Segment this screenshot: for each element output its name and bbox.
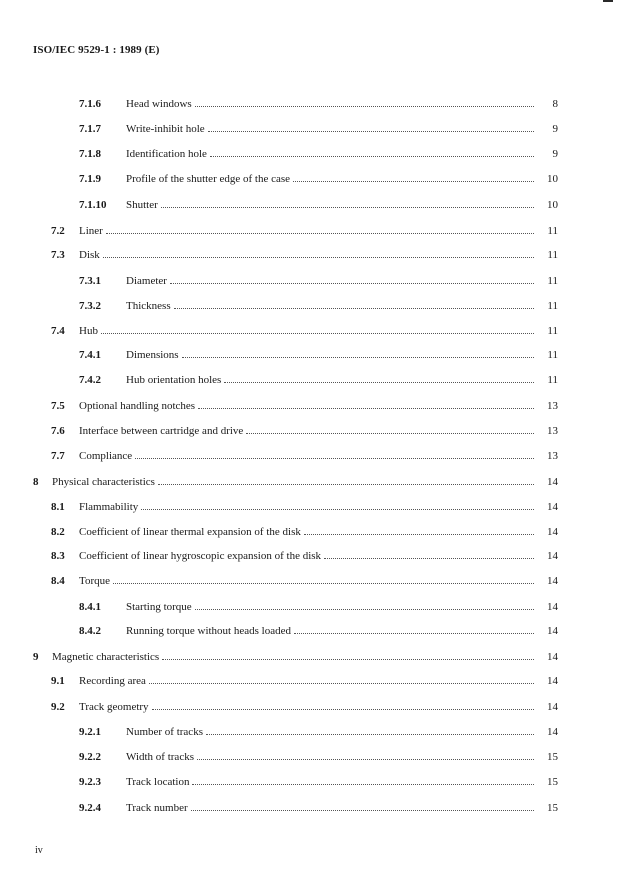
toc-entry: [0, 572, 619, 590]
toc-entry-page: 11: [547, 325, 558, 337]
toc-entry: [0, 120, 619, 138]
toc-leader-dots: [195, 95, 534, 107]
toc-entry-page: 15: [547, 802, 558, 814]
toc-entry-title-line: [126, 95, 534, 113]
toc-entry-number: 7.4: [51, 325, 65, 337]
toc-entry: [0, 297, 619, 315]
toc-entry-title: Identification hole: [126, 148, 207, 160]
toc-entry-title: Shutter: [126, 199, 158, 211]
toc-entry-number: 7.3.2: [79, 300, 101, 312]
toc-entry-title: Hub: [79, 325, 98, 337]
toc-entry: [0, 648, 619, 666]
toc-entry-number: 9.2.2: [79, 751, 101, 763]
toc-leader-dots: [206, 723, 534, 735]
toc-entry-page: 14: [547, 550, 558, 562]
toc-entry-title: Diameter: [126, 275, 167, 287]
toc-entry-page: 15: [547, 776, 558, 788]
toc-entry-title: Profile of the shutter edge of the case: [126, 173, 291, 185]
toc-entry: [0, 723, 619, 741]
toc-leader-dots: [170, 272, 534, 284]
toc-leader-dots: [304, 523, 534, 535]
toc-leader-dots: [101, 322, 534, 334]
toc-entry: [0, 272, 619, 290]
toc-entry-title-line: [126, 145, 534, 163]
toc-entry-title: Flammability: [79, 501, 139, 513]
toc-entry-title-line: [126, 773, 534, 791]
toc-entry: [0, 371, 619, 389]
toc-entry-title-line: [52, 648, 534, 666]
toc-entry-number: 9.2.1: [79, 726, 101, 738]
toc-entry: [0, 498, 619, 516]
toc-entry-number: 9.2: [51, 701, 65, 713]
toc-leader-dots: [135, 447, 534, 459]
toc-entry-number: 7.3: [51, 249, 65, 261]
toc-entry-number: 7.1.6: [79, 98, 101, 110]
toc-entry: [0, 598, 619, 616]
toc-entry-page: 14: [547, 625, 558, 637]
toc-entry-page: 14: [547, 675, 558, 687]
toc-entry-title: Compliance: [79, 450, 133, 462]
toc-entry-number: 8.1: [51, 501, 65, 513]
toc-entry-title-line: [79, 422, 534, 440]
toc-leader-dots: [103, 246, 534, 258]
toc-leader-dots: [208, 120, 534, 132]
toc-leader-dots: [113, 572, 534, 584]
toc-entry-number: 7.3.1: [79, 275, 101, 287]
toc-entry-title-line: [126, 748, 534, 766]
toc-leader-dots: [174, 297, 534, 309]
toc-entry-title-line: [79, 246, 534, 264]
toc-entry-title-line: [126, 622, 534, 640]
toc-entry-number: 7.6: [51, 425, 65, 437]
toc-entry-title-line: [79, 572, 534, 590]
toc-entry: [0, 170, 619, 188]
toc-entry-number: 7.4.1: [79, 349, 101, 361]
toc-entry-title-line: [126, 170, 534, 188]
toc-entry-title-line: [126, 272, 534, 290]
toc-entry-title-line: [126, 799, 534, 817]
toc-entry: [0, 95, 619, 113]
toc-entry-number: 8.4.2: [79, 625, 101, 637]
toc-entry-page: 8: [552, 98, 558, 110]
toc-entry-page: 14: [547, 651, 558, 663]
toc-entry: [0, 222, 619, 240]
toc-entry-number: 7.1.9: [79, 173, 101, 185]
toc-entry-title-line: [126, 196, 534, 214]
toc-entry-title: Magnetic characteristics: [52, 651, 160, 663]
toc-entry-title: Track location: [126, 776, 190, 788]
toc-entry: [0, 698, 619, 716]
toc-entry-number: 7.2: [51, 225, 65, 237]
toc-entry-number: 9: [33, 651, 39, 663]
toc-leader-dots: [210, 145, 534, 157]
toc-entry: [0, 748, 619, 766]
document-header: ISO/IEC 9529-1 : 1989 (E): [33, 44, 160, 56]
toc-entry-title: Track geometry: [79, 701, 149, 713]
toc-entry-page: 10: [547, 199, 558, 211]
toc-entry-title-line: [126, 346, 534, 364]
toc-entry-page: 9: [552, 123, 558, 135]
toc-entry-page: 14: [547, 575, 558, 587]
toc-entry-page: 14: [547, 526, 558, 538]
toc-entry-title-line: [52, 473, 534, 491]
toc-entry-number: 8.3: [51, 550, 65, 562]
toc-entry-title: Number of tracks: [126, 726, 203, 738]
toc-entry: [0, 799, 619, 817]
toc-entry-title: Hub orientation holes: [126, 374, 222, 386]
toc-entry-title: Recording area: [79, 675, 146, 687]
toc-leader-dots: [158, 473, 534, 485]
toc-entry-title: Width of tracks: [126, 751, 194, 763]
toc-leader-dots: [195, 598, 534, 610]
toc-entry-page: 14: [547, 601, 558, 613]
toc-entry-title-line: [126, 723, 534, 741]
toc-entry-number: 9.2.4: [79, 802, 101, 814]
toc-entry-title: Dimensions: [126, 349, 179, 361]
toc-leader-dots: [141, 498, 534, 510]
toc-entry-title-line: [79, 523, 534, 541]
toc-leader-dots: [192, 773, 534, 785]
toc-leader-dots: [161, 196, 534, 208]
toc-entry-title-line: [126, 371, 534, 389]
toc-entry-page: 11: [547, 349, 558, 361]
toc-entry-title-line: [126, 297, 534, 315]
toc-entry-page: 14: [547, 701, 558, 713]
toc-leader-dots: [198, 397, 534, 409]
toc-entry-title-line: [79, 447, 534, 465]
toc-entry-page: 9: [552, 148, 558, 160]
toc-entry-title-line: [79, 547, 534, 565]
toc-entry-page: 11: [547, 249, 558, 261]
toc-entry-title: Interface between cartridge and drive: [79, 425, 244, 437]
toc-entry-title: Head windows: [126, 98, 192, 110]
toc-entry-title: Disk: [79, 249, 100, 261]
toc-leader-dots: [152, 698, 534, 710]
toc-entry: [0, 346, 619, 364]
toc-entry: [0, 773, 619, 791]
toc-entry: [0, 422, 619, 440]
toc-entry-title: Coefficient of linear hygroscopic expansion of the disk: [79, 550, 322, 562]
page-number: iv: [35, 845, 43, 856]
toc-entry-title: Optional handling notches: [79, 400, 196, 412]
toc-entry-page: 14: [547, 726, 558, 738]
toc-leader-dots: [293, 170, 534, 182]
toc-entry: [0, 397, 619, 415]
toc-leader-dots: [324, 547, 534, 559]
toc-entry-title-line: [126, 120, 534, 138]
toc-entry-number: 7.4.2: [79, 374, 101, 386]
toc-entry-number: 8.4.1: [79, 601, 101, 613]
toc-leader-dots: [224, 371, 534, 383]
toc-entry-title-line: [79, 222, 534, 240]
toc-entry-page: 13: [547, 400, 558, 412]
toc-entry-page: 14: [547, 501, 558, 513]
toc-entry: [0, 473, 619, 491]
toc-entry-title-line: [79, 397, 534, 415]
toc-entry-page: 14: [547, 476, 558, 488]
toc-entry: [0, 447, 619, 465]
toc-entry-page: 11: [547, 225, 558, 237]
toc-leader-dots: [182, 346, 534, 358]
toc-entry-number: 7.1.10: [79, 199, 107, 211]
toc-entry-page: 13: [547, 450, 558, 462]
toc-entry-title: Thickness: [126, 300, 171, 312]
toc-entry: [0, 246, 619, 264]
toc-leader-dots: [162, 648, 534, 660]
toc-leader-dots: [294, 622, 534, 634]
toc-entry-number: 9.1: [51, 675, 65, 687]
toc-entry-number: 7.1.8: [79, 148, 101, 160]
toc-entry-number: 7.7: [51, 450, 65, 462]
toc-entry-number: 8.4: [51, 575, 65, 587]
toc-entry-number: 7.1.7: [79, 123, 101, 135]
toc-leader-dots: [106, 222, 534, 234]
toc-entry-page: 15: [547, 751, 558, 763]
toc-entry-page: 11: [547, 300, 558, 312]
toc-entry-page: 11: [547, 275, 558, 287]
toc-entry-title-line: [79, 322, 534, 340]
toc-entry-title: Starting torque: [126, 601, 192, 613]
toc-entry-title: Torque: [79, 575, 110, 587]
toc-entry-page: 10: [547, 173, 558, 185]
toc-entry: [0, 196, 619, 214]
toc-leader-dots: [246, 422, 534, 434]
toc-entry: [0, 322, 619, 340]
toc-entry: [0, 523, 619, 541]
toc-entry-number: 8.2: [51, 526, 65, 538]
toc-entry: [0, 622, 619, 640]
toc-leader-dots: [149, 672, 534, 684]
toc-leader-dots: [191, 799, 534, 811]
toc-entry-title: Running torque without heads loaded: [126, 625, 291, 637]
toc-entry-title: Track number: [126, 802, 188, 814]
toc-entry: [0, 672, 619, 690]
toc-entry-number: 8: [33, 476, 39, 488]
toc-entry-number: 7.5: [51, 400, 65, 412]
toc-entry-title-line: [126, 598, 534, 616]
toc-entry-title: Liner: [79, 225, 103, 237]
toc-entry: [0, 547, 619, 565]
toc-entry-number: 9.2.3: [79, 776, 101, 788]
toc-entry-page: 11: [547, 374, 558, 386]
toc-entry-title: Coefficient of linear thermal expansion of the disk: [79, 526, 301, 538]
toc-entry-title: Write-inhibit hole: [126, 123, 205, 135]
toc-leader-dots: [197, 748, 534, 760]
toc-entry-title: Physical characteristics: [52, 476, 155, 488]
toc-entry-title-line: [79, 698, 534, 716]
toc-entry-title-line: [79, 672, 534, 690]
toc-entry-title-line: [79, 498, 534, 516]
toc-entry-page: 13: [547, 425, 558, 437]
toc-entry: [0, 145, 619, 163]
